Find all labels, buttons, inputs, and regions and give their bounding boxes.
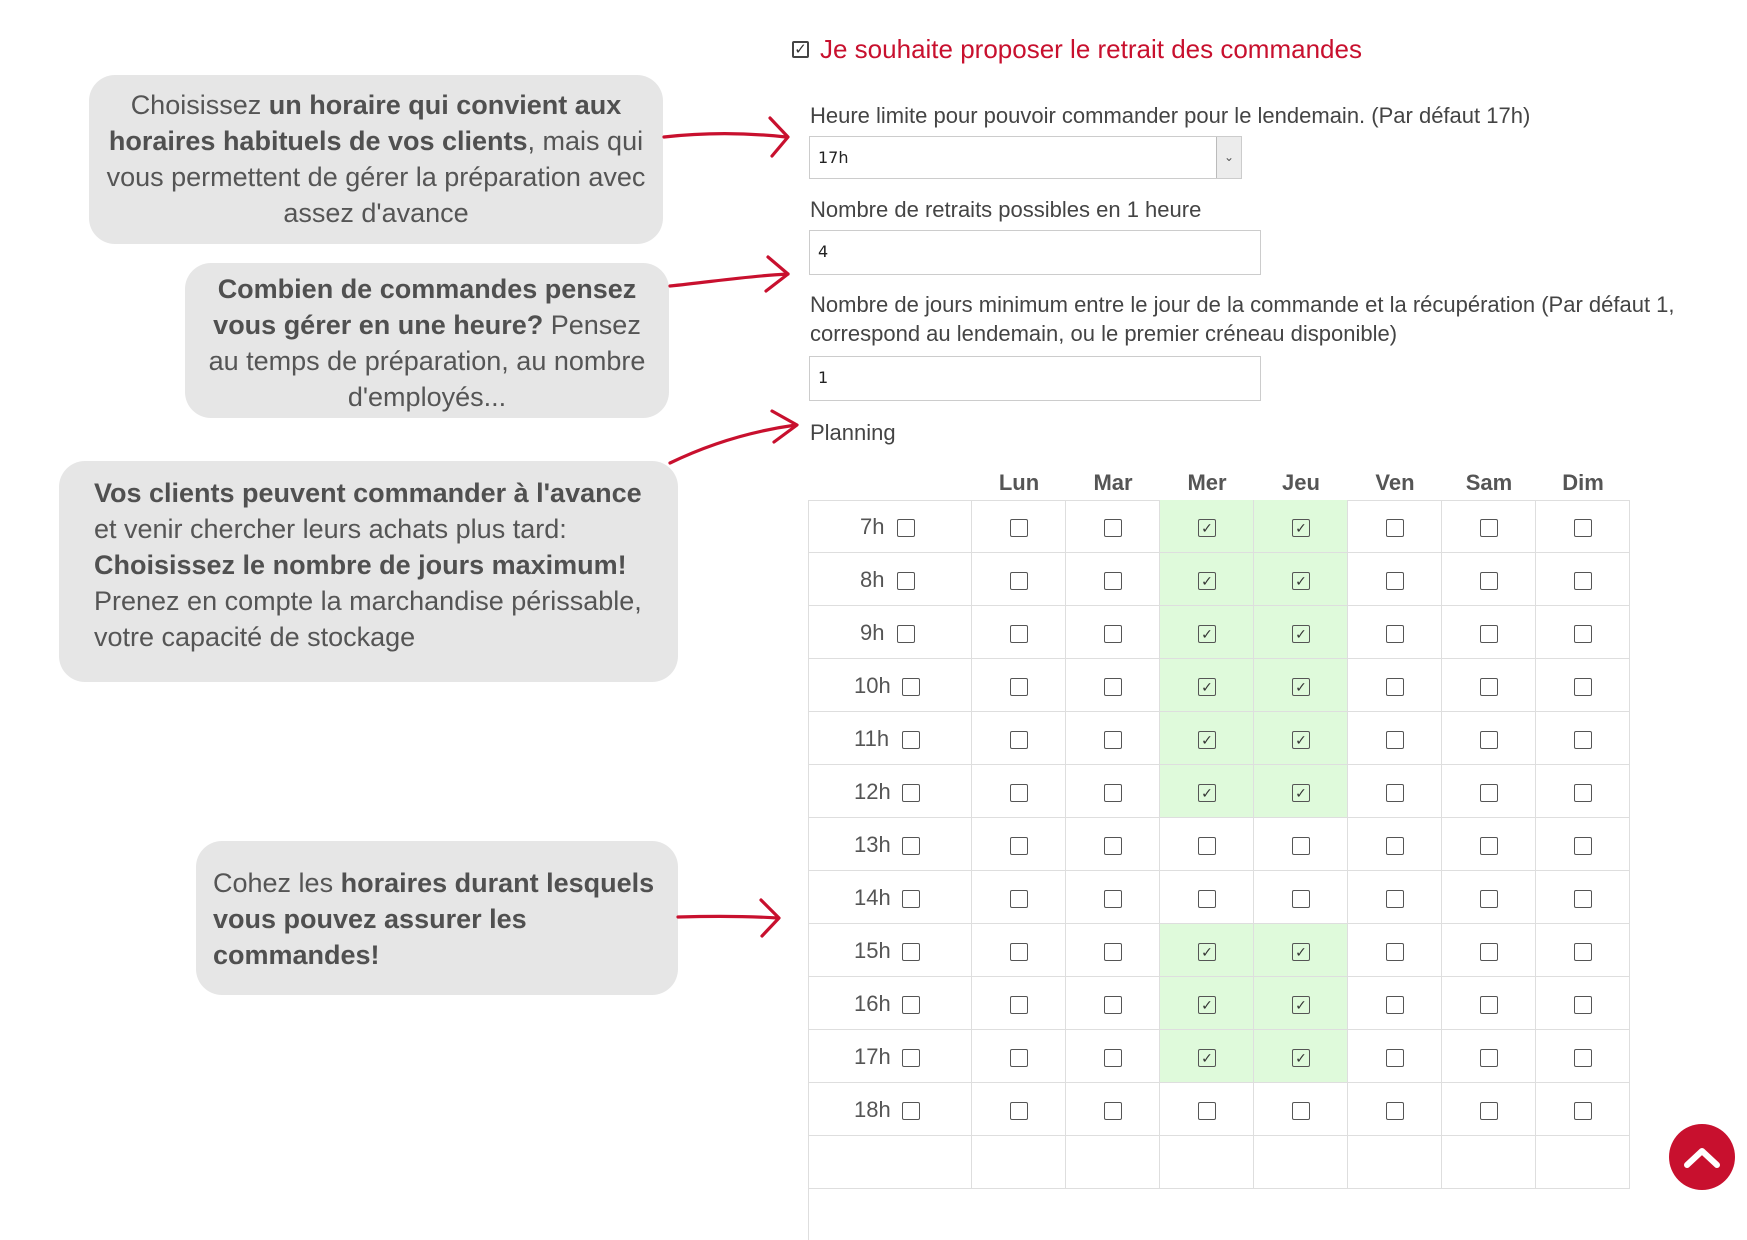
planning-slot-cell	[1066, 871, 1160, 924]
planning-slot-checkbox[interactable]: ✓	[1198, 625, 1216, 643]
planning-slot-cell	[1536, 977, 1630, 1030]
planning-slot-checkbox[interactable]	[1104, 943, 1122, 961]
planning-slot-checkbox[interactable]	[1292, 890, 1310, 908]
planning-slot-cell	[1442, 765, 1536, 818]
planning-slot-checkbox[interactable]	[1480, 1049, 1498, 1067]
planning-slot-checkbox[interactable]	[1386, 731, 1404, 749]
planning-slot-checkbox[interactable]	[1010, 784, 1028, 802]
capacity-label: Nombre de retraits possibles en 1 heure	[810, 197, 1202, 222]
planning-row-checkbox[interactable]	[897, 572, 915, 590]
planning-slot-cell	[1348, 977, 1442, 1030]
planning-hour-cell	[808, 553, 972, 606]
planning-slot-checkbox[interactable]	[1480, 996, 1498, 1014]
planning-slot-checkbox[interactable]: ✓	[1292, 1049, 1310, 1067]
planning-slot-cell	[1536, 1030, 1630, 1083]
planning-slot-checkbox[interactable]	[1574, 996, 1592, 1014]
planning-slot-cell	[1536, 659, 1630, 712]
planning-slot-cell	[1066, 1030, 1160, 1083]
planning-slot-checkbox[interactable]	[1480, 678, 1498, 696]
planning-slot-cell	[1254, 977, 1348, 1030]
planning-slot-cell	[972, 659, 1066, 712]
planning-slot-checkbox[interactable]	[1480, 1102, 1498, 1120]
planning-slot-checkbox[interactable]	[1574, 625, 1592, 643]
planning-slot-cell	[1348, 1083, 1442, 1136]
planning-slot-cell	[1160, 1083, 1254, 1136]
planning-row-checkbox[interactable]	[902, 890, 920, 908]
planning-slot-cell	[1536, 712, 1630, 765]
callout-advance-text-2: Choisissez le nombre de jours maximum!	[94, 550, 627, 580]
planning-slot-cell	[1536, 1136, 1630, 1189]
deadline-label: Heure limite pour pouvoir commander pour le lendemain. (Par défaut 17h)	[810, 103, 1531, 128]
day-header-mer: Mer	[1187, 470, 1227, 495]
planning-slot-checkbox[interactable]: ✓	[1292, 996, 1310, 1014]
capacity-input[interactable]	[809, 230, 1261, 275]
planning-hour-label: 18h	[854, 1097, 891, 1122]
planning-slot-checkbox[interactable]	[1010, 1102, 1028, 1120]
min-days-input[interactable]	[809, 356, 1261, 401]
planning-hour-cell	[808, 712, 972, 765]
capacity-value: 4	[818, 242, 829, 261]
planning-slot-checkbox[interactable]: ✓	[1198, 996, 1216, 1014]
planning-slot-checkbox[interactable]: ✓	[1292, 678, 1310, 696]
planning-slot-cell	[972, 1030, 1066, 1083]
planning-hour-cell	[808, 765, 972, 818]
planning-slot-checkbox[interactable]	[1010, 1049, 1028, 1067]
chevron-up-icon	[1683, 1145, 1721, 1169]
planning-slot-checkbox[interactable]	[1198, 890, 1216, 908]
planning-slot-cell	[1442, 818, 1536, 871]
planning-slot-checkbox[interactable]	[1574, 1102, 1592, 1120]
planning-slot-cell	[1442, 924, 1536, 977]
callout-advance-text-0: Vos clients peuvent commander à l'avance	[94, 478, 642, 508]
planning-row-checkbox[interactable]	[902, 731, 920, 749]
planning-slot-cell	[972, 500, 1066, 553]
planning-hour-cell	[808, 500, 972, 553]
planning-slot-checkbox[interactable]	[1010, 837, 1028, 855]
enable-pickup-row[interactable]	[792, 34, 1362, 65]
planning-slot-checkbox[interactable]	[1292, 1102, 1310, 1120]
planning-slot-checkbox[interactable]: ✓	[1292, 731, 1310, 749]
planning-slot-checkbox[interactable]	[1574, 890, 1592, 908]
day-header-sam: Sam	[1465, 470, 1513, 495]
planning-slot-checkbox[interactable]: ✓	[1198, 519, 1216, 537]
deadline-select[interactable]	[809, 136, 1242, 179]
planning-slot-cell	[1348, 659, 1442, 712]
planning-slot-checkbox[interactable]: ✓	[1198, 1049, 1216, 1067]
planning-slot-cell	[1066, 500, 1160, 553]
planning-slot-cell	[972, 553, 1066, 606]
callout-schedule-text-1: un horaire qui convient aux horaires habituels de vos clients	[108, 90, 622, 156]
callout-hours	[196, 841, 678, 995]
planning-slot-checkbox[interactable]	[1010, 731, 1028, 749]
planning-slot-cell	[1160, 712, 1254, 765]
planning-slot-cell	[1160, 606, 1254, 659]
planning-slot-checkbox[interactable]: ✓	[1292, 572, 1310, 590]
planning-slot-checkbox[interactable]	[1386, 996, 1404, 1014]
day-header-dim: Dim	[1562, 470, 1604, 495]
planning-slot-cell	[1348, 606, 1442, 659]
arrow-hours	[678, 916, 778, 918]
planning-slot-cell	[1160, 659, 1254, 712]
arrow-schedule	[664, 134, 786, 137]
planning-slot-cell	[1536, 500, 1630, 553]
planning-slot-cell	[972, 606, 1066, 659]
day-header-ven: Ven	[1375, 470, 1415, 495]
callout-hours-text-0: Cohez les	[213, 868, 341, 898]
planning-hour-cell	[808, 606, 972, 659]
planning-slot-checkbox[interactable]	[1480, 784, 1498, 802]
planning-row-checkbox[interactable]	[902, 943, 920, 961]
planning-slot-checkbox[interactable]: ✓	[1198, 731, 1216, 749]
planning-slot-cell	[1536, 765, 1630, 818]
planning-hour-cell	[808, 924, 972, 977]
planning-slot-checkbox[interactable]: ✓	[1198, 678, 1216, 696]
scroll-top-button[interactable]	[1669, 1124, 1735, 1190]
planning-slot-cell	[1348, 500, 1442, 553]
planning-slot-checkbox[interactable]	[1386, 519, 1404, 537]
planning-slot-cell	[972, 712, 1066, 765]
planning-slot-cell	[1160, 1030, 1254, 1083]
planning-slot-checkbox[interactable]	[1480, 625, 1498, 643]
planning-slot-cell	[1442, 606, 1536, 659]
planning-slot-cell	[1442, 1136, 1536, 1189]
callout-capacity	[185, 263, 669, 418]
planning-slot-cell	[1160, 1136, 1254, 1189]
min-days-label: Nombre de jours minimum entre le jour de la commande et la récupération (Par défaut 1, correspond au lendemain, ou le premier créneau disponible)	[810, 292, 1675, 346]
planning-slot-cell	[1066, 924, 1160, 977]
planning-slot-cell	[972, 924, 1066, 977]
planning-slot-cell	[1066, 659, 1160, 712]
planning-hour-cell	[808, 1136, 972, 1189]
planning-slot-cell	[1442, 712, 1536, 765]
planning-row-checkbox[interactable]	[902, 784, 920, 802]
planning-slot-cell	[1160, 871, 1254, 924]
callout-schedule-text-2: , mais qui vous permettent de gérer la préparation avec assez d'avance	[106, 126, 646, 228]
planning-hour-label: 14h	[854, 885, 891, 910]
planning-slot-cell	[1066, 1136, 1160, 1189]
planning-label: Planning	[810, 420, 896, 445]
planning-slot-checkbox[interactable]	[1386, 1102, 1404, 1120]
planning-slot-cell	[1066, 1083, 1160, 1136]
enable-pickup-title: Je souhaite proposer le retrait des commandes	[820, 34, 1362, 64]
planning-slot-checkbox[interactable]	[1104, 678, 1122, 696]
planning-slot-cell	[1160, 553, 1254, 606]
planning-slot-checkbox[interactable]: ✓	[1292, 784, 1310, 802]
planning-slot-checkbox[interactable]	[1386, 837, 1404, 855]
planning-slot-checkbox[interactable]	[1010, 996, 1028, 1014]
planning-slot-checkbox[interactable]: ✓	[1198, 572, 1216, 590]
enable-pickup-checkbox[interactable]: ✓	[792, 41, 809, 58]
planning-slot-checkbox[interactable]	[1574, 943, 1592, 961]
deadline-value: 17h	[818, 148, 849, 167]
planning-slot-checkbox[interactable]	[1480, 572, 1498, 590]
planning-row-checkbox[interactable]	[897, 625, 915, 643]
planning-slot-checkbox[interactable]	[1480, 519, 1498, 537]
planning-slot-checkbox[interactable]	[1574, 519, 1592, 537]
planning-slot-cell	[1442, 500, 1536, 553]
planning-slot-checkbox[interactable]	[1574, 837, 1592, 855]
arrowhead-hours	[761, 900, 779, 936]
callout-capacity-text-0: Combien de commandes pensez vous gérer en une heure?	[213, 274, 637, 340]
planning-row-checkbox[interactable]	[902, 678, 920, 696]
planning-slot-cell	[1160, 977, 1254, 1030]
planning-hour-cell	[808, 659, 972, 712]
planning-slot-checkbox[interactable]	[1386, 943, 1404, 961]
callout-capacity-text-1: Pensez au temps de préparation, au nombre d'employés...	[208, 310, 646, 412]
planning-slot-cell	[1348, 712, 1442, 765]
arrow-capacity	[670, 274, 788, 286]
planning-slot-checkbox[interactable]	[1104, 837, 1122, 855]
planning-slot-cell	[1066, 765, 1160, 818]
planning-slot-cell	[1066, 977, 1160, 1030]
planning-slot-checkbox[interactable]	[1574, 1049, 1592, 1067]
planning-slot-cell	[972, 977, 1066, 1030]
planning-hour-cell	[808, 818, 972, 871]
planning-slot-cell	[1066, 606, 1160, 659]
planning-slot-checkbox[interactable]: ✓	[1198, 784, 1216, 802]
callout-advance-text-1: et venir chercher leurs achats plus tard:	[94, 514, 567, 544]
planning-slot-cell	[1348, 924, 1442, 977]
planning-slot-cell	[1442, 553, 1536, 606]
planning-slot-cell	[972, 818, 1066, 871]
planning-slot-cell	[1160, 765, 1254, 818]
planning-slot-cell	[1442, 1030, 1536, 1083]
planning-row-checkbox[interactable]	[897, 519, 915, 537]
planning-hour-label: 12h	[854, 779, 891, 804]
planning-slot-checkbox[interactable]	[1386, 1049, 1404, 1067]
planning-slot-checkbox[interactable]	[1480, 731, 1498, 749]
planning-slot-checkbox[interactable]	[1104, 1049, 1122, 1067]
planning-hour-cell	[808, 1083, 972, 1136]
arrowhead-capacity	[766, 257, 788, 291]
planning-slot-checkbox[interactable]	[1480, 890, 1498, 908]
planning-row-checkbox[interactable]	[902, 1102, 920, 1120]
planning-slot-cell	[1348, 553, 1442, 606]
planning-slot-cell	[1536, 871, 1630, 924]
planning-slot-cell	[1160, 818, 1254, 871]
planning-slot-checkbox[interactable]	[1010, 678, 1028, 696]
planning-slot-cell	[1254, 1030, 1348, 1083]
planning-slot-cell	[1536, 553, 1630, 606]
planning-slot-cell	[1066, 553, 1160, 606]
planning-slot-checkbox[interactable]	[1386, 572, 1404, 590]
planning-slot-cell	[1254, 553, 1348, 606]
planning-hour-label: 15h	[854, 938, 891, 963]
planning-slot-checkbox[interactable]	[1010, 519, 1028, 537]
callout-advance-text-3: Prenez en compte la marchandise périssable, votre capacité de stockage	[94, 586, 642, 652]
planning-slot-cell	[1442, 659, 1536, 712]
planning-slot-cell	[1160, 924, 1254, 977]
planning-slot-checkbox[interactable]	[1010, 890, 1028, 908]
planning-slot-checkbox[interactable]	[1104, 784, 1122, 802]
planning-hour-label: 17h	[854, 1044, 891, 1069]
planning-slot-checkbox[interactable]	[1386, 678, 1404, 696]
planning-slot-checkbox[interactable]	[1104, 572, 1122, 590]
arrowhead-schedule	[770, 118, 788, 156]
planning-slot-checkbox[interactable]	[1574, 678, 1592, 696]
planning-row-checkbox[interactable]	[902, 996, 920, 1014]
planning-hour-label: 9h	[860, 620, 885, 645]
planning-slot-checkbox[interactable]: ✓	[1292, 625, 1310, 643]
planning-slot-cell	[1536, 1083, 1630, 1136]
planning-slot-checkbox[interactable]	[1386, 784, 1404, 802]
planning-slot-cell	[1536, 606, 1630, 659]
planning-slot-cell	[1536, 924, 1630, 977]
planning-hour-label: 8h	[860, 567, 885, 592]
planning-grid	[808, 500, 1633, 1240]
planning-slot-checkbox[interactable]	[1104, 890, 1122, 908]
planning-slot-checkbox[interactable]: ✓	[1198, 943, 1216, 961]
planning-slot-checkbox[interactable]	[1104, 625, 1122, 643]
planning-slot-cell	[1348, 1136, 1442, 1189]
planning-slot-checkbox[interactable]	[1104, 996, 1122, 1014]
arrow-advance	[670, 425, 796, 463]
planning-slot-cell	[972, 765, 1066, 818]
planning-slot-cell	[1254, 1136, 1348, 1189]
planning-slot-checkbox[interactable]	[1010, 943, 1028, 961]
planning-hour-label: 10h	[854, 673, 891, 698]
day-header-jeu: Jeu	[1282, 470, 1320, 495]
callout-schedule	[89, 75, 663, 244]
planning-slot-cell	[1254, 818, 1348, 871]
planning-slot-cell	[1442, 1083, 1536, 1136]
planning-slot-checkbox[interactable]	[1480, 837, 1498, 855]
day-header-mar: Mar	[1093, 470, 1133, 495]
planning-slot-checkbox[interactable]	[1480, 943, 1498, 961]
planning-slot-checkbox[interactable]	[1292, 837, 1310, 855]
planning-hour-cell	[808, 977, 972, 1030]
planning-slot-cell	[972, 1083, 1066, 1136]
planning-slot-checkbox[interactable]	[1386, 890, 1404, 908]
planning-slot-cell	[1066, 818, 1160, 871]
planning-slot-cell	[1254, 712, 1348, 765]
planning-slot-cell	[972, 1136, 1066, 1189]
callout-schedule-text-0: Choisissez	[130, 90, 269, 120]
planning-slot-checkbox[interactable]	[1010, 572, 1028, 590]
planning-slot-cell	[1254, 500, 1348, 553]
planning-hour-cell	[808, 871, 972, 924]
callout-advance	[59, 461, 678, 682]
planning-slot-checkbox[interactable]	[1198, 837, 1216, 855]
planning-hour-cell	[808, 1030, 972, 1083]
planning-slot-checkbox[interactable]	[1574, 731, 1592, 749]
planning-hour-label: 13h	[854, 832, 891, 857]
min-days-value: 1	[818, 368, 829, 387]
planning-slot-cell	[1254, 606, 1348, 659]
planning-slot-checkbox[interactable]	[1104, 1102, 1122, 1120]
planning-slot-checkbox[interactable]	[1574, 784, 1592, 802]
planning-slot-cell	[1536, 818, 1630, 871]
planning-slot-cell	[1254, 871, 1348, 924]
planning-slot-checkbox[interactable]	[1104, 519, 1122, 537]
planning-slot-checkbox[interactable]: ✓	[1292, 943, 1310, 961]
planning-row-checkbox[interactable]	[902, 837, 920, 855]
planning-slot-cell	[1160, 500, 1254, 553]
planning-slot-cell	[972, 871, 1066, 924]
day-header-lun: Lun	[998, 470, 1040, 495]
planning-slot-cell	[1254, 1083, 1348, 1136]
planning-slot-cell	[1066, 712, 1160, 765]
planning-slot-checkbox[interactable]	[1104, 731, 1122, 749]
planning-row-checkbox[interactable]	[902, 1049, 920, 1067]
planning-slot-checkbox[interactable]	[1386, 625, 1404, 643]
planning-slot-checkbox[interactable]	[1574, 572, 1592, 590]
planning-hour-label: 16h	[854, 991, 891, 1016]
planning-hour-label: 7h	[860, 514, 885, 539]
planning-slot-cell	[1348, 765, 1442, 818]
chevron-down-icon[interactable]: ⌄	[1216, 137, 1241, 178]
planning-slot-cell	[1442, 977, 1536, 1030]
planning-slot-cell	[1254, 924, 1348, 977]
planning-slot-cell	[1348, 818, 1442, 871]
planning-slot-checkbox[interactable]	[1010, 625, 1028, 643]
planning-slot-cell	[1254, 765, 1348, 818]
planning-slot-cell	[1254, 659, 1348, 712]
planning-slot-checkbox[interactable]	[1198, 1102, 1216, 1120]
planning-hour-label: 11h	[854, 726, 890, 751]
planning-slot-cell	[1348, 871, 1442, 924]
arrowhead-advance	[772, 411, 797, 442]
planning-slot-cell	[1348, 1030, 1442, 1083]
planning-slot-cell	[1442, 871, 1536, 924]
planning-slot-checkbox[interactable]: ✓	[1292, 519, 1310, 537]
callout-hours-text-1: horaires durant lesquels vous pouvez assurer les commandes!	[213, 868, 655, 970]
